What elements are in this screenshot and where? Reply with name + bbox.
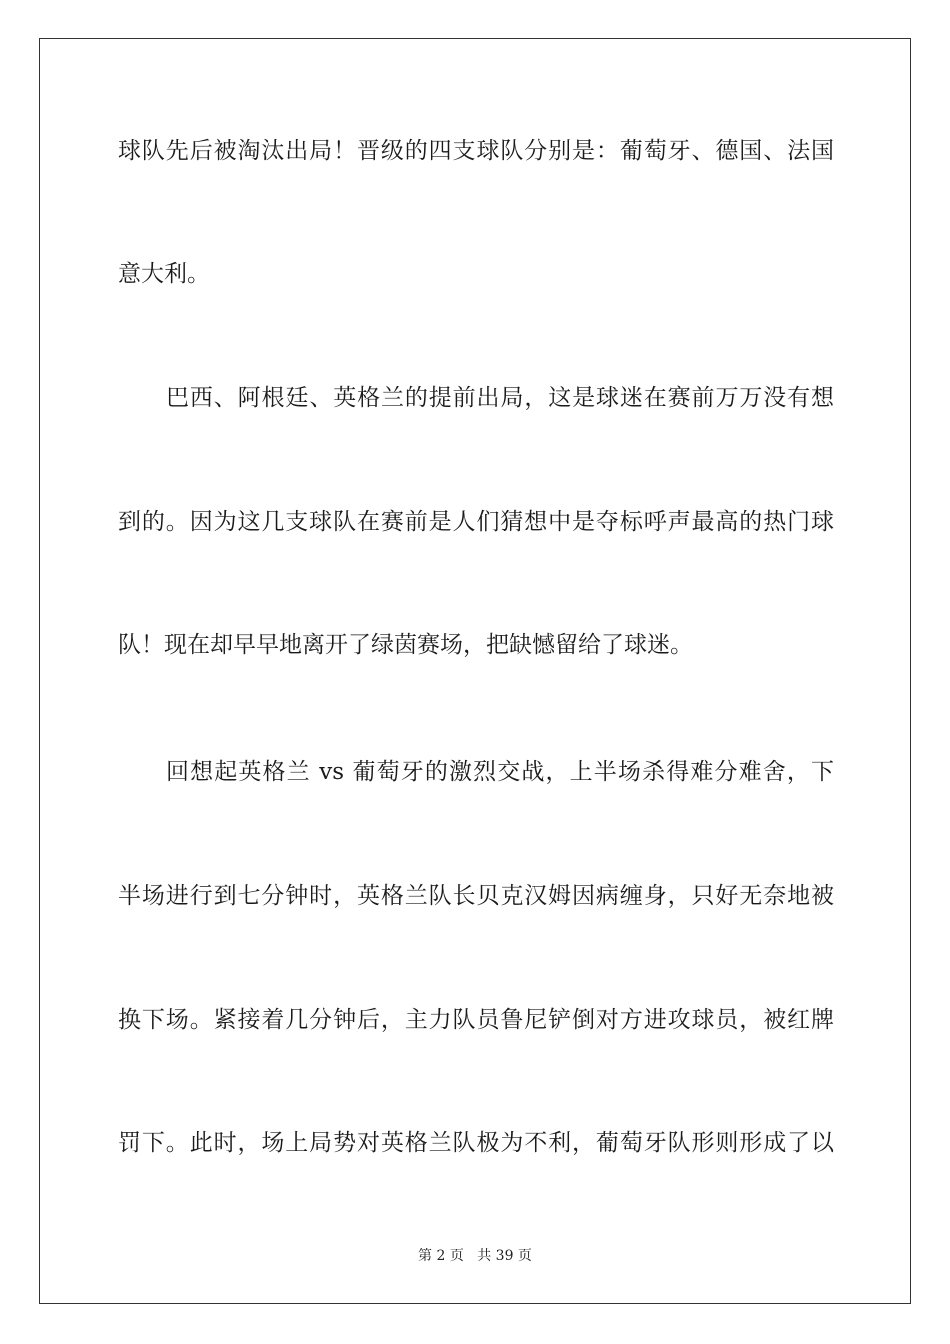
- paragraph-line: 队！现在却早早地离开了绿茵赛场，把缺憾留给了球迷。: [118, 632, 693, 658]
- paragraph-line: 巴西、阿根廷、英格兰的提前出局，这是球迷在赛前万万没有想: [166, 385, 834, 411]
- page-number: 第 2 页: [418, 1248, 464, 1264]
- paragraph-line: 回想起英格兰 vs 葡萄牙的激烈交战，上半场杀得难分难舍，下: [166, 759, 834, 785]
- paragraph-line: 罚下。此时，场上局势对英格兰队极为不利，葡萄牙队形则形成了以: [118, 1130, 834, 1156]
- paragraph-line: 换下场。紧接着几分钟后，主力队员鲁尼铲倒对方进攻球员，被红牌: [118, 1007, 834, 1033]
- page-total: 共 39 页: [477, 1248, 532, 1264]
- page-border: [39, 38, 911, 1304]
- paragraph-line: 到的。因为这几支球队在赛前是人们猜想中是夺标呼声最高的热门球: [118, 509, 834, 535]
- paragraph-line: 意大利。: [118, 261, 210, 287]
- paragraph-line: 球队先后被淘汰出局！晋级的四支球队分别是：葡萄牙、德国、法国: [118, 138, 834, 164]
- paragraph-line: 半场进行到七分钟时，英格兰队长贝克汉姆因病缠身，只好无奈地被: [118, 883, 834, 909]
- page-footer: [0, 1247, 950, 1265]
